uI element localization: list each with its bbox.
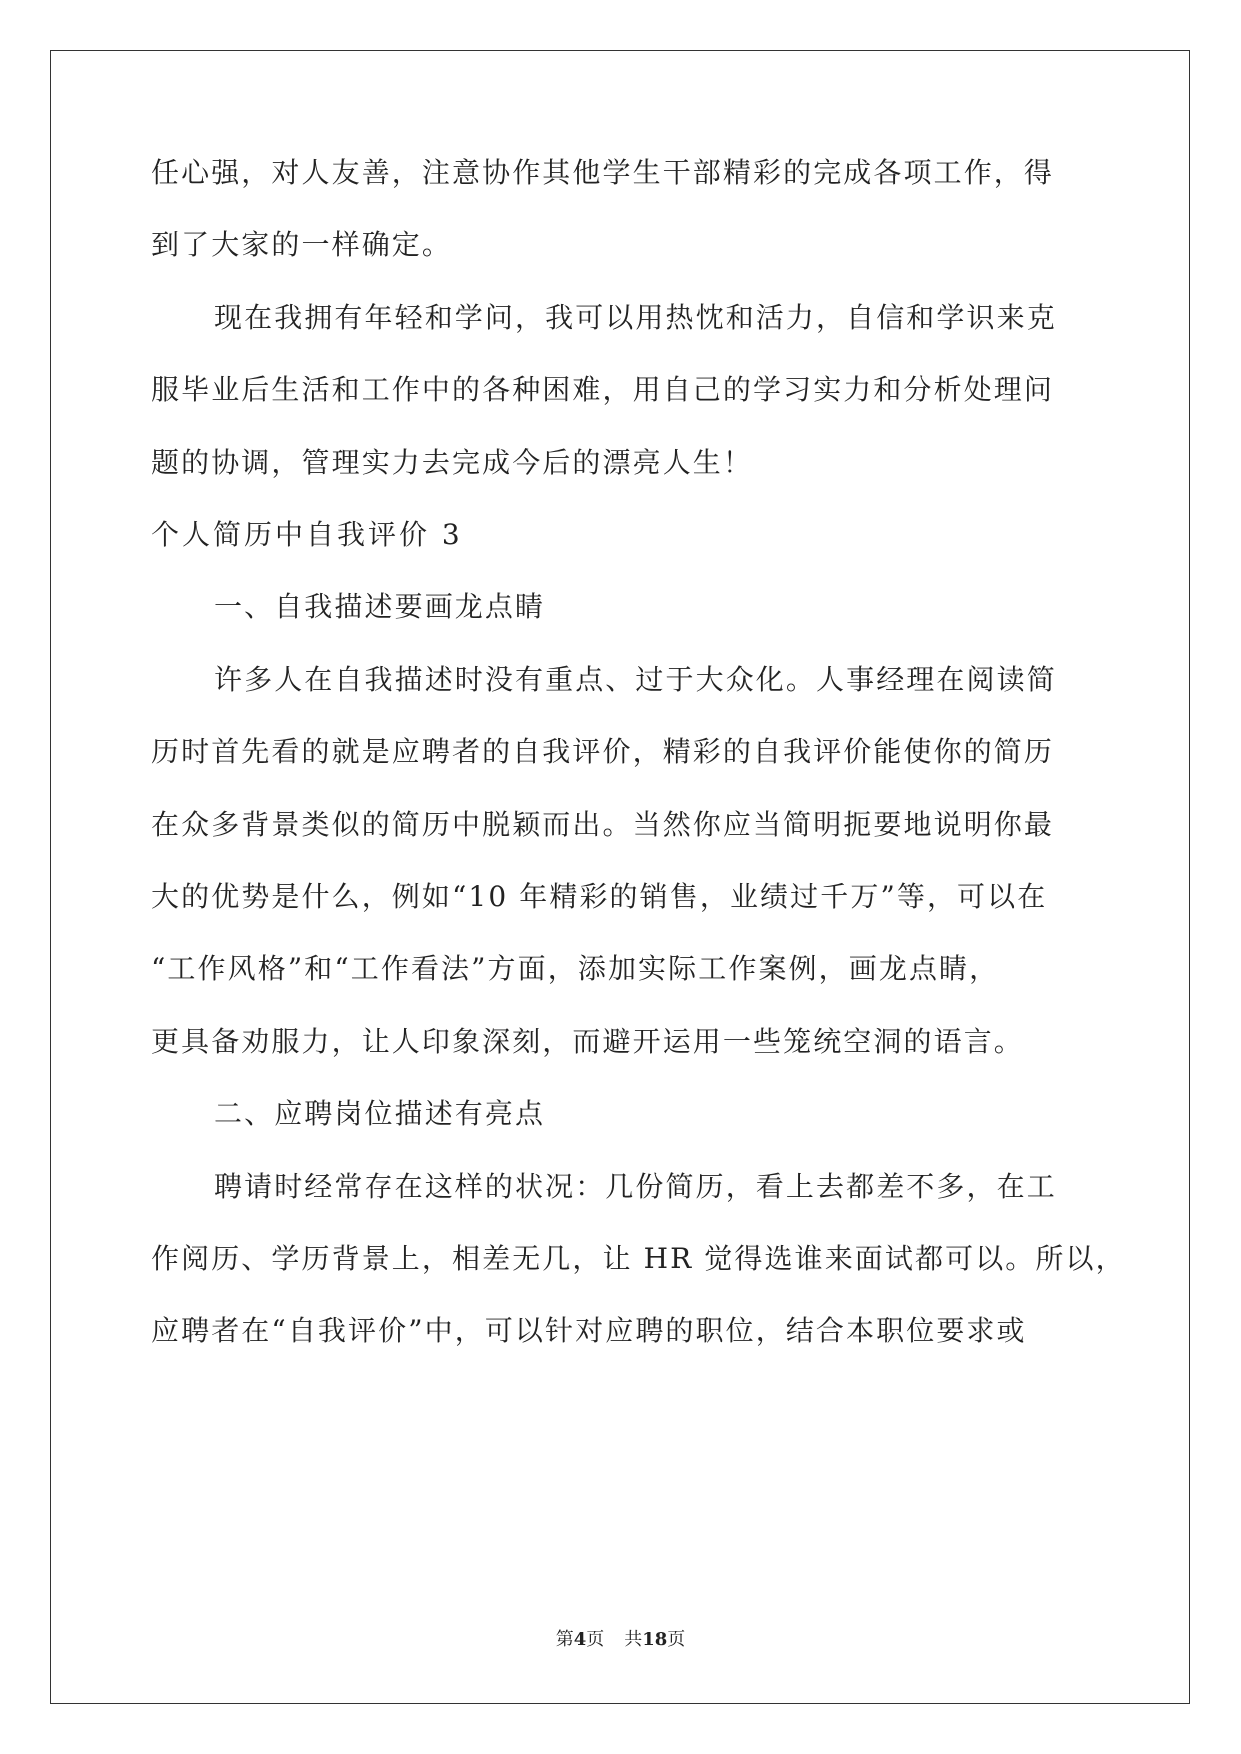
body-text-line: 题的协调，管理实力去完成今后的漂亮人生！ xyxy=(151,446,754,479)
body-text-line: 聘请时经常存在这样的状况：几份简历，看上去都差不多，在工 xyxy=(214,1170,1057,1203)
body-text-line: 在众多背景类似的简历中脱颖而出。当然你应当简明扼要地说明你最 xyxy=(151,808,1055,841)
body-text-line: 任心强，对人友善，注意协作其他学生干部精彩的完成各项工作，得 xyxy=(151,156,1055,189)
body-text-line: “工作风格”和“工作看法”方面，添加实际工作案例，画龙点睛， xyxy=(151,952,1000,985)
body-text-line: 服毕业后生活和工作中的各种困难，用自己的学习实力和分析处理问 xyxy=(151,373,1055,406)
body-text-line: 许多人在自我描述时没有重点、过于大众化。人事经理在阅读简 xyxy=(214,663,1057,696)
footer-total-suffix: 页 xyxy=(667,1629,686,1650)
section-heading: 个人简历中自我评价 3 xyxy=(151,518,463,551)
body-text-line: 大的优势是什么，例如“10 年精彩的销售，业绩过千万”等，可以在 xyxy=(151,880,1048,913)
footer-page-suffix: 页 xyxy=(586,1629,605,1650)
subsection-heading: 二、应聘岗位描述有亮点 xyxy=(214,1097,546,1130)
body-text-line: 更具备劝服力，让人印象深刻，而避开运用一些笼统空洞的语言。 xyxy=(151,1025,1024,1058)
body-text-line: 现在我拥有年轻和学问，我可以用热忱和活力，自信和学识来克 xyxy=(214,301,1057,334)
subsection-heading: 一、自我描述要画龙点睛 xyxy=(214,590,546,623)
body-text-line: 到了大家的一样确定。 xyxy=(151,228,453,261)
body-text-line: 历时首先看的就是应聘者的自我评价，精彩的自我评价能使你的简历 xyxy=(151,735,1055,768)
footer-total-prefix: 共 xyxy=(624,1629,643,1650)
total-page-count: 18 xyxy=(642,1629,668,1650)
body-text-line: 作阅历、学历背景上，相差无几，让 HR 觉得选谁来面试都可以。所以， xyxy=(151,1242,1126,1275)
body-text-line: 应聘者在“自我评价”中，可以针对应聘的职位，结合本职位要求或 xyxy=(151,1314,1027,1347)
current-page-number: 4 xyxy=(573,1629,587,1650)
page-footer xyxy=(0,1628,1241,1652)
footer-prefix: 第 xyxy=(555,1629,574,1650)
